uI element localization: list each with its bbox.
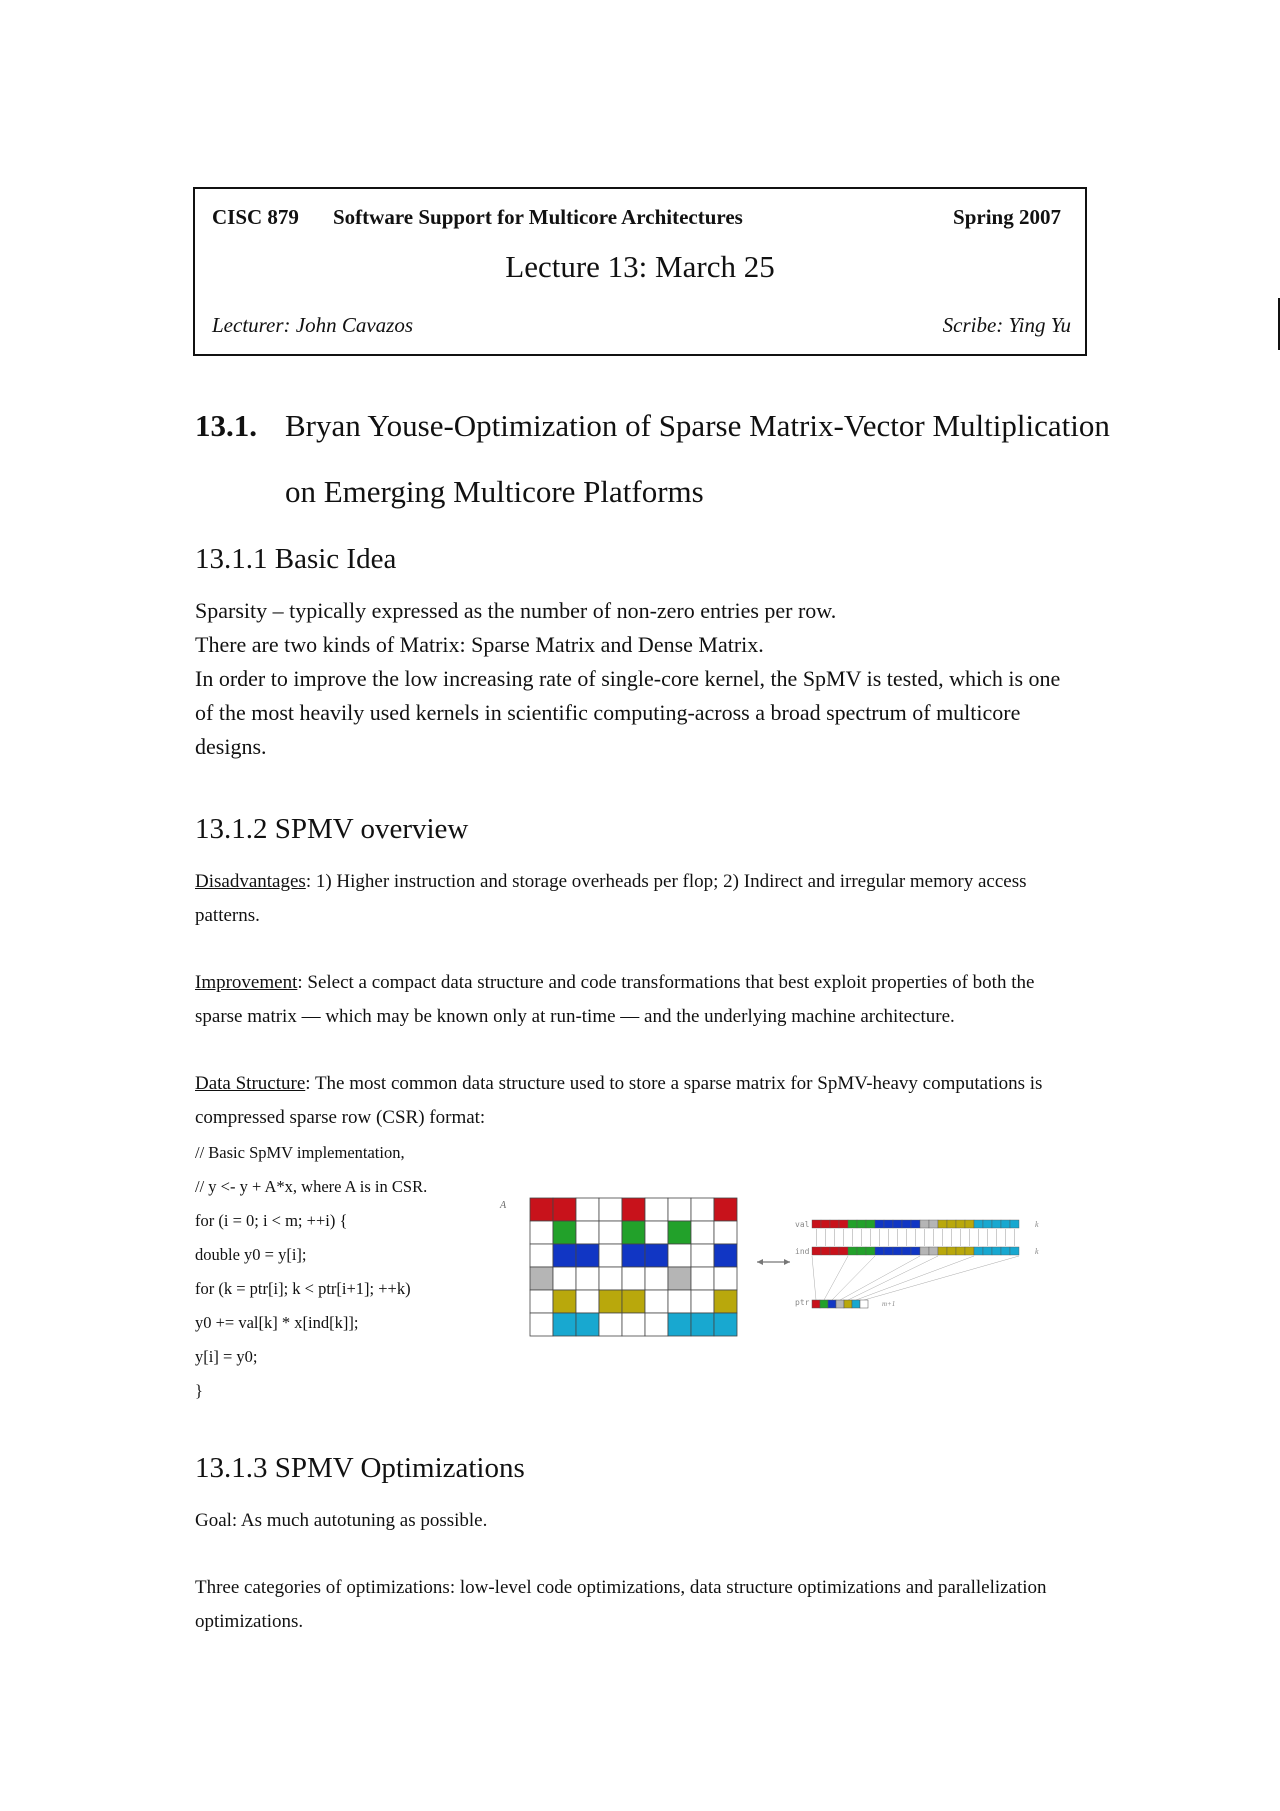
- ind-entry: [857, 1247, 866, 1255]
- matrix-cell: [714, 1267, 737, 1290]
- data-structure-text: : The most common data structure used to store a sparse matrix for SpMV-heavy computations is: [305, 1073, 1043, 1094]
- matrix-cell: [691, 1313, 714, 1336]
- ind-entry: [974, 1247, 983, 1255]
- goal-text: Goal: As much autotuning as possible.: [195, 1510, 488, 1531]
- val-entry: [839, 1220, 848, 1228]
- matrix-cell: [691, 1290, 714, 1313]
- ind-array: [812, 1247, 1019, 1255]
- val-entry: [1010, 1220, 1019, 1228]
- ind-entry: [1010, 1247, 1019, 1255]
- val-entry: [956, 1220, 965, 1228]
- matrix-cell: [576, 1244, 599, 1267]
- val-label: val: [795, 1220, 810, 1229]
- val-entry: [902, 1220, 911, 1228]
- disadvantages-label: Disadvantages: [195, 871, 306, 892]
- ptr-array: [812, 1300, 868, 1308]
- ptr-entry: [828, 1300, 836, 1308]
- code-line: double y0 = y[i];: [195, 1245, 307, 1264]
- code-line: for (k = ptr[i]; k < ptr[i+1]; ++k): [195, 1279, 411, 1298]
- ind-entry: [965, 1247, 974, 1255]
- val-entry: [992, 1220, 1001, 1228]
- ind-entry: [848, 1247, 857, 1255]
- code-line: for (i = 0; i < m; ++i) {: [195, 1211, 348, 1230]
- ind-entry: [812, 1247, 821, 1255]
- val-entry: [812, 1220, 821, 1228]
- ind-entry: [821, 1247, 830, 1255]
- matrix-cell: [599, 1198, 622, 1221]
- ptr-label: ptr: [795, 1298, 810, 1307]
- code-line: // y <- y + A*x, where A is in CSR.: [195, 1177, 428, 1196]
- matrix-cell: [645, 1290, 668, 1313]
- ind-entry: [1001, 1247, 1010, 1255]
- matrix-cell: [691, 1198, 714, 1221]
- matrix-cell: [530, 1221, 553, 1244]
- lecture-header-box: [193, 187, 1087, 356]
- matrix-cell: [622, 1244, 645, 1267]
- code-line: y0 += val[k] * x[ind[k]];: [195, 1313, 359, 1332]
- term: Spring 2007: [953, 205, 1061, 229]
- ind-entry: [929, 1247, 938, 1255]
- matrix-cell: [668, 1290, 691, 1313]
- double-arrow: [757, 1259, 790, 1265]
- improvement-label: Improvement: [195, 972, 298, 993]
- ind-entry: [956, 1247, 965, 1255]
- ind-tick-marks: [817, 1229, 1015, 1246]
- val-array: [812, 1220, 1019, 1228]
- improvement-text: : Select a compact data structure and code transformations that best exploit properties of both the: [297, 972, 1035, 993]
- categories-text: Three categories of optimizations: low-level code optimizations, data structure optimizations and parallelization: [195, 1577, 1047, 1598]
- matrix-cell: [599, 1267, 622, 1290]
- code-line: // Basic SpMV implementation,: [195, 1143, 405, 1162]
- improvement-paragraph: [195, 966, 1095, 1000]
- matrix-cell: [530, 1244, 553, 1267]
- ind-entry: [947, 1247, 956, 1255]
- disadvantages-text: : 1) Higher instruction and storage overheads per flop; 2) Indirect and irregular memory access: [305, 871, 1027, 892]
- matrix-cell: [622, 1198, 645, 1221]
- ptr-link: [840, 1256, 920, 1300]
- ind-entry: [920, 1247, 929, 1255]
- matrix-cell: [622, 1313, 645, 1336]
- m-plus-1-label: m+1: [882, 1300, 896, 1308]
- ptr-entry: [812, 1300, 820, 1308]
- val-entry: [893, 1220, 902, 1228]
- spmv-overview-heading: 13.1.2 SPMV overview: [195, 813, 469, 845]
- val-entry: [821, 1220, 830, 1228]
- basic-idea-line: Sparsity – typically expressed as the number of non-zero entries per row.: [195, 598, 837, 623]
- matrix-cell: [622, 1221, 645, 1244]
- matrix-cell: [530, 1198, 553, 1221]
- matrix-cell: [576, 1267, 599, 1290]
- val-entry: [929, 1220, 938, 1228]
- lecture-title: Lecture 13: March 25: [505, 249, 775, 284]
- basic-idea-line: There are two kinds of Matrix: Sparse Matrix and Dense Matrix.: [195, 632, 764, 657]
- ind-entry: [830, 1247, 839, 1255]
- ind-entry: [875, 1247, 884, 1255]
- val-entry: [938, 1220, 947, 1228]
- matrix-cell: [714, 1221, 737, 1244]
- matrix-cell: [576, 1198, 599, 1221]
- matrix-cell: [553, 1198, 576, 1221]
- matrix-cell: [576, 1290, 599, 1313]
- matrix-cell: [553, 1244, 576, 1267]
- matrix-cell: [691, 1267, 714, 1290]
- basic-idea-heading: 13.1.1 Basic Idea: [195, 543, 397, 575]
- data-structure-text-2: compressed sparse row (CSR) format:: [195, 1107, 486, 1128]
- val-entry: [857, 1220, 866, 1228]
- ind-entry: [911, 1247, 920, 1255]
- ind-entry: [839, 1247, 848, 1255]
- categories-text-2: optimizations.: [195, 1611, 304, 1632]
- ptr-link: [864, 1256, 1019, 1300]
- matrix-cell: [576, 1221, 599, 1244]
- matrix-cell: [576, 1313, 599, 1336]
- ind-entry: [893, 1247, 902, 1255]
- matrix-label: A: [500, 1200, 507, 1211]
- matrix-cell: [714, 1313, 737, 1336]
- matrix-cell: [530, 1267, 553, 1290]
- val-entry: [920, 1220, 929, 1228]
- val-entry: [983, 1220, 992, 1228]
- ptr-link: [856, 1256, 974, 1300]
- matrix-cell: [645, 1221, 668, 1244]
- matrix-cell: [714, 1290, 737, 1313]
- matrix-cell: [714, 1244, 737, 1267]
- data-structure-label: Data Structure: [195, 1073, 306, 1094]
- matrix-cell: [645, 1313, 668, 1336]
- basic-idea-line: of the most heavily used kernels in scientific computing-across a broad spectrum of multicore: [195, 700, 1021, 725]
- scribe: Scribe: Ying Yu: [942, 313, 1071, 337]
- csr-figure: [500, 1190, 1050, 1342]
- matrix-cell: [599, 1244, 622, 1267]
- matrix-cell: [553, 1313, 576, 1336]
- ind-entry: [902, 1247, 911, 1255]
- course-title: Software Support for Multicore Architectures: [333, 205, 743, 229]
- matrix-cell: [622, 1290, 645, 1313]
- k-label-val: k: [1035, 1220, 1039, 1229]
- matrix-cell: [714, 1198, 737, 1221]
- matrix-cell: [691, 1221, 714, 1244]
- val-entry: [830, 1220, 839, 1228]
- ind-entry: [866, 1247, 875, 1255]
- matrix-cell: [668, 1244, 691, 1267]
- matrix-cell: [645, 1244, 668, 1267]
- disadvantages-text-2: patterns.: [195, 905, 260, 926]
- course-code: CISC 879: [212, 205, 299, 229]
- val-entry: [965, 1220, 974, 1228]
- disadvantages-paragraph: [195, 865, 1095, 899]
- val-entry: [974, 1220, 983, 1228]
- matrix-cell: [668, 1221, 691, 1244]
- code-line: y[i] = y0;: [195, 1347, 258, 1366]
- val-entry: [866, 1220, 875, 1228]
- ptr-entry: [844, 1300, 852, 1308]
- matrix-cell: [668, 1313, 691, 1336]
- section-title-line-1: Bryan Youse-Optimization of Sparse Matrix-Vector Multiplication: [285, 408, 1110, 443]
- val-entry: [884, 1220, 893, 1228]
- ptr-entry: [860, 1300, 868, 1308]
- ind-entry: [938, 1247, 947, 1255]
- section-title-line-2: on Emerging Multicore Platforms: [285, 474, 704, 509]
- basic-idea-line: designs.: [195, 734, 267, 759]
- val-entry: [1001, 1220, 1010, 1228]
- ind-entry: [884, 1247, 893, 1255]
- val-entry: [911, 1220, 920, 1228]
- basic-idea-line: In order to improve the low increasing rate of single-core kernel, the SpMV is tested, which is one: [195, 666, 1061, 691]
- matrix-cell: [530, 1313, 553, 1336]
- ind-entry: [983, 1247, 992, 1255]
- ind-entry: [992, 1247, 1001, 1255]
- matrix-cell: [553, 1221, 576, 1244]
- matrix-cell: [599, 1221, 622, 1244]
- matrix-cell: [645, 1198, 668, 1221]
- optimizations-heading: 13.1.3 SPMV Optimizations: [195, 1452, 525, 1484]
- sparse-matrix-grid: [530, 1198, 737, 1336]
- matrix-cell: [599, 1290, 622, 1313]
- ind-label: ind: [795, 1247, 810, 1256]
- matrix-cell: [668, 1267, 691, 1290]
- matrix-cell: [691, 1244, 714, 1267]
- val-entry: [875, 1220, 884, 1228]
- lecturer: Lecturer: John Cavazos: [212, 313, 414, 337]
- matrix-cell: [599, 1313, 622, 1336]
- ptr-link: [812, 1256, 816, 1300]
- data-structure-paragraph: [195, 1067, 1095, 1101]
- k-label-ind: k: [1035, 1247, 1039, 1256]
- ptr-link: [824, 1256, 848, 1300]
- matrix-cell: [530, 1290, 553, 1313]
- matrix-cell: [668, 1198, 691, 1221]
- matrix-cell: [645, 1267, 668, 1290]
- val-entry: [947, 1220, 956, 1228]
- matrix-cell: [622, 1267, 645, 1290]
- ptr-entry: [836, 1300, 844, 1308]
- ptr-entry: [852, 1300, 860, 1308]
- val-entry: [848, 1220, 857, 1228]
- matrix-cell: [553, 1267, 576, 1290]
- ptr-entry: [820, 1300, 828, 1308]
- ptr-link: [848, 1256, 938, 1300]
- improvement-text-2: sparse matrix — which may be known only at run-time — and the underlying machine architecture.: [195, 1006, 955, 1027]
- ptr-link-lines: [812, 1256, 1019, 1300]
- ptr-link: [832, 1256, 875, 1300]
- matrix-cell: [553, 1290, 576, 1313]
- section-number: 13.1.: [195, 408, 257, 443]
- code-line: }: [195, 1381, 203, 1400]
